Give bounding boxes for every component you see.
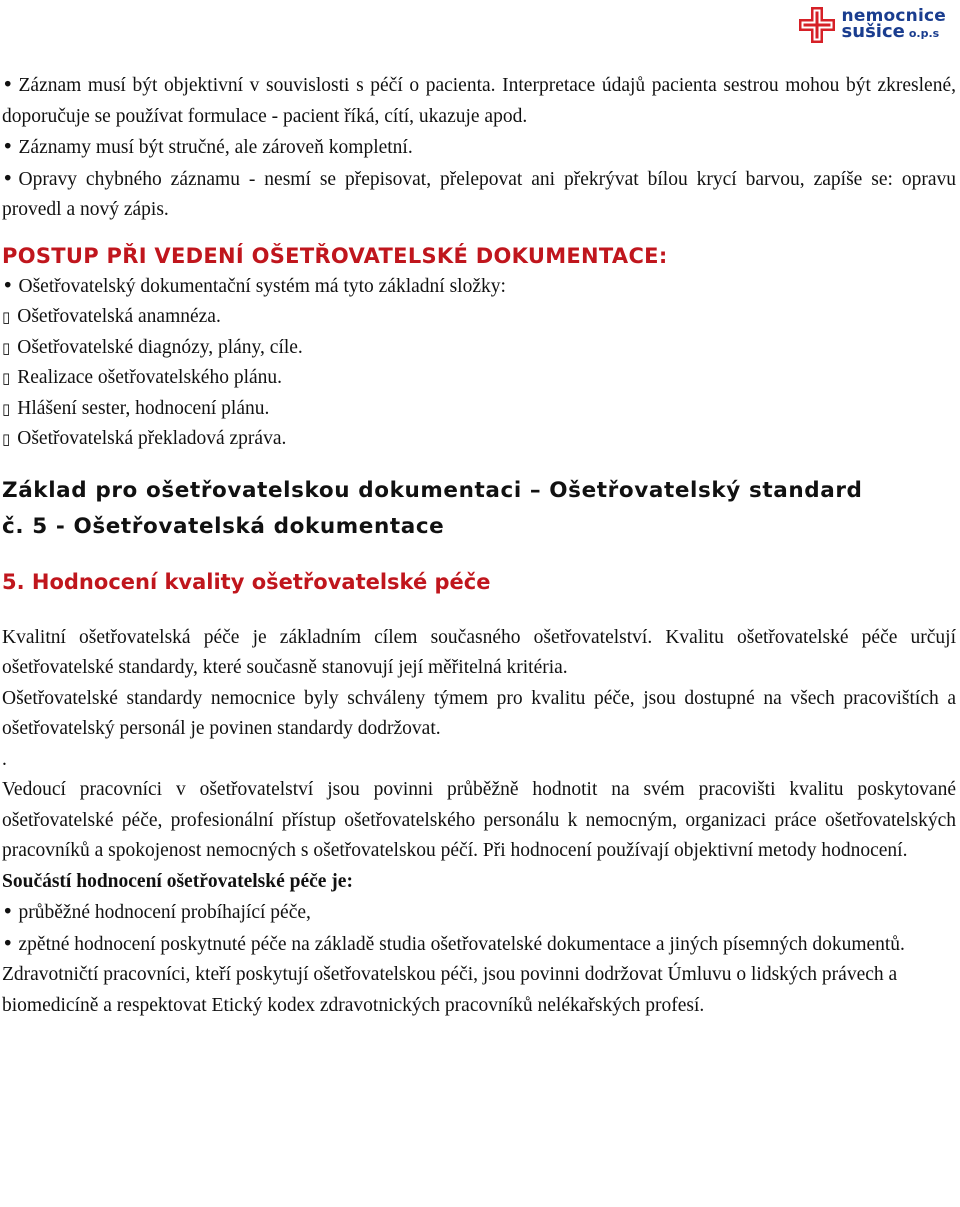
postup-item: ▯ Ošetřovatelská překladová zpráva.: [2, 424, 956, 455]
intro-bullet-3: • Opravy chybného záznamu - nesmí se přepisovat, přelepovat ani překrývat bílou krycí barvou, zapíše se: opravu provedl a nový zápis.: [2, 164, 956, 226]
postup-item: ▯ Ošetřovatelské diagnózy, plány, cíle.: [2, 333, 956, 364]
logo-cross-icon: [798, 6, 836, 44]
logo-name: nemocnice: [841, 6, 946, 26]
section-5-paragraph-3: Vedoucí pracovníci v ošetřovatelství jsou povinni průběžně hodnotit na svém pracovišti kvalitu poskytované ošetřovatelské péče, profesionální přístup ošetřovatelského personálu k nemocným, organizaci práce ošetřovatelských pracovníků a spokojenost nemocných s ošetřovatelskou péčí. Při hodnocení používají objektivní metody hodnocení.: [2, 779, 956, 861]
section-5-paragraph-1: Kvalitní ošetřovatelská péče je základním cílem současného ošetřovatelství. Kvalitu ošetřovatelské péče určují ošetřovatelské standardy, které současně stanovují její měřitelná kritéria.: [2, 626, 956, 678]
zaklad-heading-line-2: č. 5 - Ošetřovatelská dokumentace: [2, 513, 445, 539]
document-body: [2, 70, 956, 1021]
section-5-heading: 5. Hodnocení kvality ošetřovatelské péče: [2, 569, 491, 594]
intro-bullet-2: • Záznamy musí být stručné, ale zároveň kompletní.: [2, 132, 956, 164]
postup-heading: POSTUP PŘI VEDENÍ OŠETŘOVATELSKÉ DOKUMENTACE:: [2, 243, 668, 268]
intro-bullet-1: • Záznam musí být objektivní v souvislosti s péčí o pacienta. Interpretace údajů pacienta sestrou mohou být zkreslené, doporučuje se používat formulace - pacient říká, cítí, ukazuje apod.: [2, 70, 956, 132]
postup-item: ▯ Ošetřovatelská anamnéza.: [2, 302, 956, 333]
section-5-bullet-2: • zpětné hodnocení poskytnuté péče na základě studia ošetřovatelské dokumentace a jiných písemných dokumentů.: [2, 929, 956, 961]
section-5-subheading: Součástí hodnocení ošetřovatelské péče je:: [2, 870, 353, 892]
zaklad-heading-line-1: Základ pro ošetřovatelskou dokumentaci – Ošetřovatelský standard: [2, 477, 863, 503]
section-5-bullet-1: • průběžné hodnocení probíhající péče,: [2, 897, 956, 929]
logo: [798, 6, 946, 44]
postup-item: ▯ Hlášení sester, hodnocení plánu.: [2, 394, 956, 425]
section-5-separator: .: [2, 748, 7, 770]
logo-city: [841, 21, 946, 42]
logo-suffix: o.p.s: [908, 27, 940, 40]
postup-lead: • Ošetřovatelský dokumentační systém má tyto základní složky:: [2, 271, 956, 303]
postup-item: ▯ Realizace ošetřovatelského plánu.: [2, 363, 956, 394]
section-5-paragraph-2: Ošetřovatelské standardy nemocnice byly schváleny týmem pro kvalitu péče, jsou dostupné na všech pracovištích a ošetřovatelský personál je povinen standardy dodržovat.: [2, 687, 956, 739]
logo-city-name: sušice: [841, 21, 905, 42]
section-5-paragraph-4: Zdravotničtí pracovníci, kteří poskytují ošetřovatelskou péči, jsou povinni dodržovat Úmluvu o lidských právech a biomedicíně a respektovat Etický kodex zdravotnických pracovníků nelékařských profesí.: [2, 964, 898, 1016]
